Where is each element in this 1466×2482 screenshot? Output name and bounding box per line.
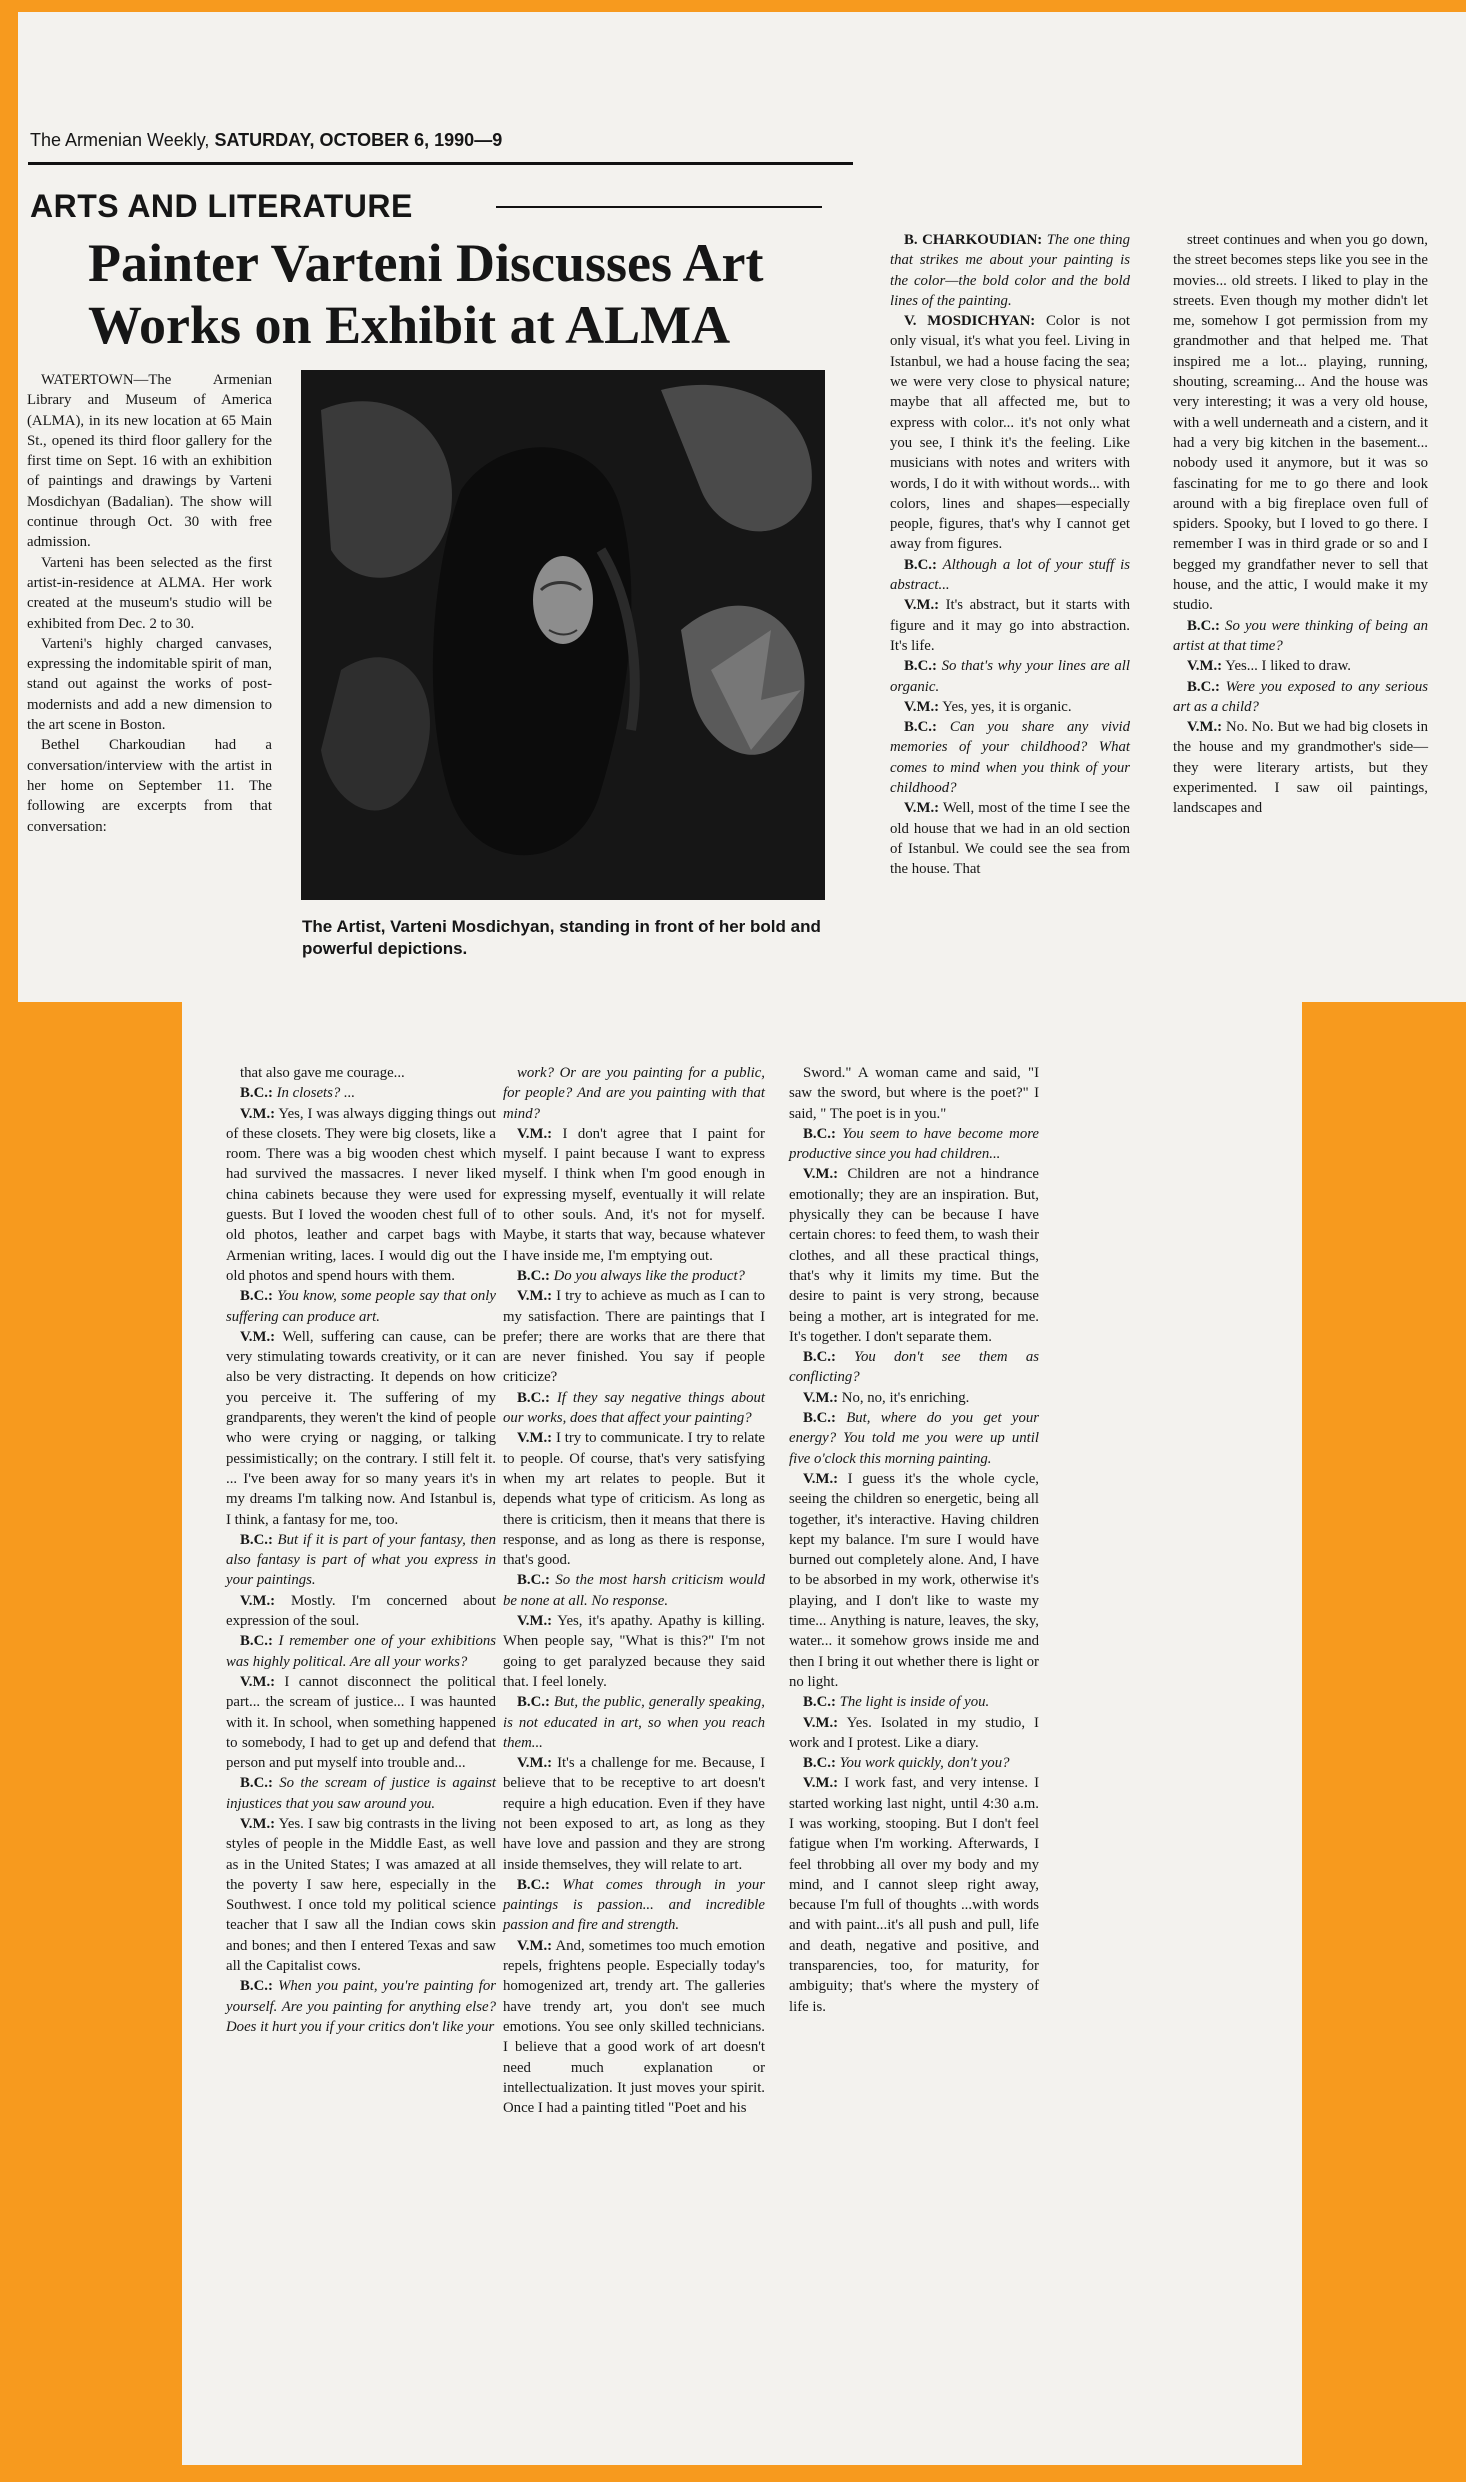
intro-paragraph: Varteni has been selected as the first artist-in-residence at ALMA. Her work created at the museum's studio will be exhibited from Dec. 2 to 30. bbox=[27, 554, 272, 632]
interview-text: street continues and when you go down, the street becomes steps like you see in the movies... old streets. I liked to play in the streets. Even though my mother didn't let me, somehow I got permission from my grandmother and that helped me. That inspired me a lot... playing, running, shouting, screaming... And the house was very interesting; it was a very old house, with a well underneath and a cistern, and it had a very big kitchen in the basement... nobody used it anymore, but it was so fascinating for me to go there and look around with a big fireplace oven full of spiders. Spooky, but I loved to go there. I remember I was in third grade or so and I begged my grandfather never to sell that house, and the attic, I would make it my studio. bbox=[1173, 232, 1428, 614]
interview-text: Yes, it's apathy. Apathy is killing. When people say, "What is this?" I'm not going to get paralyzed because they said that. I feel lonely. bbox=[503, 1613, 765, 1690]
interview-paragraph bbox=[789, 1753, 1039, 1773]
interview-paragraph bbox=[503, 1875, 765, 1936]
speaker-label: V.M.: bbox=[904, 698, 940, 715]
interview-paragraph bbox=[890, 555, 1130, 596]
speaker-label: V.M.: bbox=[240, 1673, 276, 1690]
interview-text: Color is not only visual, it's what you feel. Living in Istanbul, we had a house facing the sea; we were very close to physical nature; maybe that all affected me, but to express with color... it's not only what you see, I think it's the feeling. Like musicians with notes and writers with words, I do it with without words... with colors, lines and shapes—especially people, figures, that's why I cannot get away from figures. bbox=[890, 313, 1130, 553]
interview-text: If they say negative things about our works, does that affect your painting? bbox=[503, 1389, 765, 1427]
masthead-paper: The Armenian Weekly, bbox=[30, 130, 210, 150]
interview-text: But if it is part of your fantasy, then also fantasy is part of what you express in your paintings. bbox=[226, 1531, 496, 1589]
speaker-label: B.C.: bbox=[1187, 617, 1220, 634]
speaker-label: V.M.: bbox=[803, 1714, 839, 1731]
speaker-label: B.C.: bbox=[1187, 678, 1220, 695]
interview-paragraph bbox=[1173, 677, 1428, 718]
interview-text: It's a challenge for me. Because, I believe that to be receptive to art doesn't require a high education. Even if they have not been exposed to art, as long as they have love and passion and they are strong inside themselves, they will relate to art. bbox=[503, 1755, 766, 1873]
interview-paragraph bbox=[890, 798, 1130, 879]
interview-paragraph bbox=[789, 1164, 1039, 1347]
speaker-label: V.M.: bbox=[517, 1755, 553, 1772]
interview-paragraph bbox=[226, 1327, 496, 1530]
interview-paragraph bbox=[226, 1631, 496, 1672]
speaker-label: V.M.: bbox=[240, 1592, 276, 1609]
speaker-label: V.M.: bbox=[803, 1166, 839, 1183]
speaker-label: V.M.: bbox=[1187, 658, 1223, 675]
interview-text: So that's why your lines are all organic. bbox=[890, 658, 1130, 695]
interview-column-6 bbox=[789, 1063, 1039, 2017]
speaker-label: B.C.: bbox=[240, 1775, 273, 1792]
speaker-label: B.C.: bbox=[517, 1876, 550, 1893]
interview-paragraph bbox=[890, 656, 1130, 697]
speaker-label: B.C.: bbox=[240, 1085, 273, 1102]
interview-text: I remember one of your exhibitions was highly political. Are all your works? bbox=[226, 1633, 496, 1670]
interview-paragraph bbox=[226, 1976, 496, 2037]
speaker-label: V.M.: bbox=[1187, 719, 1223, 736]
interview-text: I work fast, and very intense. I started working last night, until 4:30 a.m. I was working, stooping. But I don't feel fatigue when I'm working. Afterwards, I feel throbbing all over my body and my mind, and I cannot sleep right away, because I'm full of thoughts ...with words and with paint...it's all push and pull, life and death, negative and positive, and transparencies, too, for maturity, for ambiguity; that's where the mystery of life is. bbox=[789, 1775, 1039, 2015]
interview-paragraph bbox=[789, 1347, 1039, 1388]
interview-text: So the scream of justice is against injustices that you saw around you. bbox=[226, 1775, 496, 1812]
interview-paragraph bbox=[1173, 616, 1428, 657]
interview-paragraph bbox=[789, 1713, 1039, 1754]
interview-paragraph bbox=[503, 1936, 765, 2119]
interview-paragraph bbox=[890, 311, 1130, 555]
interview-text: It's abstract, but it starts with figure and it may go into abstraction. It's life. bbox=[890, 597, 1130, 654]
masthead bbox=[30, 130, 502, 151]
interview-column-3 bbox=[1173, 230, 1428, 819]
interview-text: No, no, it's enriching. bbox=[841, 1389, 970, 1406]
speaker-label: B.C.: bbox=[904, 556, 937, 573]
interview-column-2 bbox=[890, 230, 1130, 880]
interview-text: Although a lot of your stuff is abstract... bbox=[890, 556, 1130, 594]
speaker-label: V.M.: bbox=[904, 597, 940, 614]
interview-text: In closets? ... bbox=[276, 1085, 356, 1102]
interview-paragraph bbox=[789, 1408, 1039, 1469]
interview-paragraph bbox=[789, 1388, 1039, 1408]
speaker-label: V.M.: bbox=[803, 1389, 839, 1406]
speaker-label: B.C.: bbox=[803, 1125, 836, 1142]
interview-text: You don't see them as conflicting? bbox=[789, 1349, 1039, 1386]
speaker-label: V.M.: bbox=[517, 1125, 553, 1142]
interview-paragraph bbox=[226, 1672, 496, 1773]
interview-text: You work quickly, don't you? bbox=[839, 1755, 1010, 1772]
intro-paragraph: Varteni's highly charged canvases, expressing the indomitable spirit of man, stand out against the works of post-modernists and add a new dimension to the art scene in Boston. bbox=[27, 635, 272, 734]
speaker-label: B.C.: bbox=[904, 719, 937, 736]
speaker-label: V.M.: bbox=[904, 800, 940, 817]
interview-paragraph bbox=[890, 717, 1130, 798]
headline: Painter Varteni Discusses Art Works on Exhibit at ALMA bbox=[88, 233, 764, 355]
interview-text: So you were thinking of being an artist at that time? bbox=[1173, 617, 1428, 654]
interview-text: Yes, yes, it is organic. bbox=[942, 698, 1072, 715]
artist-photo-image bbox=[301, 370, 825, 900]
interview-text: Were you exposed to any serious art as a child? bbox=[1173, 678, 1429, 715]
speaker-label: B.C.: bbox=[517, 1572, 550, 1589]
speaker-label: B.C.: bbox=[803, 1755, 836, 1772]
photo-caption: The Artist, Varteni Mosdichyan, standing in front of her bold and powerful depictions. bbox=[302, 917, 821, 958]
interview-paragraph bbox=[226, 1083, 496, 1103]
interview-text: Do you always like the product? bbox=[553, 1267, 745, 1284]
interview-text: that also gave me courage... bbox=[240, 1065, 405, 1081]
speaker-label: B.C.: bbox=[240, 1288, 273, 1305]
interview-text: I cannot disconnect the political part... the scream of justice... I was haunted with it. In school, when something happened to somebody, I had to get up and defend that person and put myself into trouble and... bbox=[226, 1673, 496, 1772]
interview-text: I don't agree that I paint for myself. I paint because I want to express myself. I think when I'm good enough in expressing myself, eventually it will relate to other souls. And, it's not for myself. Maybe, it starts that way, because whatever I have inside me, I'm emptying out. bbox=[503, 1125, 765, 1264]
interview-paragraph bbox=[226, 1286, 496, 1327]
speaker-label: B.C.: bbox=[517, 1389, 550, 1406]
intro-column bbox=[27, 370, 272, 837]
masthead-rule bbox=[28, 162, 853, 165]
interview-text: No. No. But we had big closets in the house and my grandmother's side—they were literary artists, but they experimented. I saw oil paintings, landscapes and bbox=[1173, 719, 1428, 817]
interview-paragraph bbox=[890, 595, 1130, 656]
interview-text: I try to communicate. I try to relate to people. Of course, that's very satisfying when my art relates to people. But it depends what type of criticism. As long as there is criticism, then it means that there is response, and as long as there is response, that's good. bbox=[503, 1430, 766, 1569]
interview-paragraph bbox=[1173, 656, 1428, 676]
masthead-date: SATURDAY, OCTOBER 6, 1990—9 bbox=[214, 130, 503, 150]
interview-paragraph bbox=[503, 1611, 765, 1692]
speaker-label: V.M.: bbox=[240, 1815, 276, 1832]
intro-paragraph: WATERTOWN—The Armenian Library and Museum of America (ALMA), in its new location at 65 Main St., opened its third floor gallery for the first time on Sept. 16 with an exhibition of paintings and drawings by Varteni Mosdichyan (Badalian). The show will continue through Oct. 30 with free admission. bbox=[27, 372, 272, 551]
section-rule bbox=[496, 206, 822, 208]
interview-paragraph bbox=[789, 1063, 1039, 1124]
interview-text: When you paint, you're painting for yourself. Are you painting for anything else? Does it hurt you if your critics don't like your bbox=[226, 1978, 496, 2035]
interview-text: And, sometimes too much emotion repels, frightens people. Especially today's homogenized art, trendy art. The galleries have trendy art, you don't see much emotions. You see only skilled technicians. I believe that a good work of art doesn't need much explanation or intellectualization. It just moves your spirit. Once I had a painting titled "Poet and his bbox=[503, 1937, 766, 2117]
interview-paragraph bbox=[226, 1773, 496, 1814]
interview-column-5 bbox=[503, 1063, 765, 2118]
interview-paragraph bbox=[226, 1591, 496, 1632]
interview-paragraph bbox=[226, 1104, 496, 1287]
interview-paragraph bbox=[503, 1428, 765, 1570]
interview-text: I try to achieve as much as I can to my satisfaction. There are paintings that I prefer; there are works that are there that are never finished. You say if people criticize? bbox=[503, 1288, 766, 1386]
artist-photo bbox=[301, 370, 825, 900]
speaker-label: B.C.: bbox=[517, 1267, 550, 1284]
speaker-label: V.M.: bbox=[803, 1470, 839, 1487]
interview-text: Yes. I saw big contrasts in the living styles of people in the Middle East, as well as in the United States; I was amazed at all the poverty I saw here, especially in the Southwest. I once told my political science teacher that I saw all the Indian cows skin and bones; and then I entered Texas and saw all the Capitalist cows. bbox=[226, 1815, 497, 1975]
interview-paragraph bbox=[226, 1814, 496, 1976]
interview-paragraph bbox=[503, 1753, 765, 1875]
interview-paragraph bbox=[789, 1773, 1039, 2017]
interview-text: Well, most of the time I see the old house that we had in an old section of Istanbul. We could see the sea from the house. That bbox=[890, 800, 1131, 878]
interview-paragraph bbox=[503, 1286, 765, 1387]
interview-text: Yes. Isolated in my studio, I work and I protest. Like a diary. bbox=[789, 1714, 1039, 1751]
speaker-label: B.C.: bbox=[240, 1633, 273, 1650]
interview-text: What comes through in your paintings is passion... and incredible passion and fire and strength. bbox=[503, 1876, 765, 1934]
section-heading: ARTS AND LITERATURE bbox=[30, 188, 413, 224]
speaker-label: V.M.: bbox=[517, 1288, 553, 1305]
interview-paragraph bbox=[503, 1570, 765, 1611]
interview-paragraph bbox=[503, 1063, 765, 1124]
interview-text: Sword." A woman came and said, "I saw the sword, but where is the poet?" I said, " The poet is in you." bbox=[789, 1065, 1039, 1122]
speaker-label: V.M.: bbox=[240, 1328, 276, 1345]
interview-text: Well, suffering can cause, can be very stimulating towards creativity, or it can also be very distracting. It depends on how you perceive it. The suffering of my grandparents, they weren't the kind of people who were crying or nagging, or talking pessimistically; on the contrary. I still felt it. ... I've been away for so many years it's in my dreams I'm talking now. And Istanbul is, I think, a fantasy for me, too. bbox=[226, 1328, 496, 1528]
speaker-label: B. CHARKOUDIAN: bbox=[904, 232, 1043, 248]
interview-text: Yes... I liked to draw. bbox=[1225, 658, 1352, 675]
speaker-label: V.M.: bbox=[240, 1105, 276, 1122]
interview-text: You know, some people say that only suffering can produce art. bbox=[226, 1288, 496, 1325]
interview-paragraph bbox=[789, 1692, 1039, 1712]
interview-paragraph bbox=[1173, 230, 1428, 616]
speaker-label: V.M.: bbox=[803, 1775, 839, 1792]
interview-paragraph bbox=[503, 1692, 765, 1753]
speaker-label: B.C.: bbox=[517, 1694, 550, 1711]
interview-text: So the most harsh criticism would be none at all. No response. bbox=[503, 1572, 765, 1609]
speaker-label: B.C.: bbox=[240, 1531, 273, 1548]
interview-text: Yes, I was always digging things out of these closets. They were big closets, like a room. There was a big wooden chest which had survived the massacres. I never liked china cabinets because they were used for guests. But I loved the wooden chest full of old photos, leather and carpet bags with Armenian writing, laces. I would dig out the old photos and spend hours with them. bbox=[226, 1105, 496, 1284]
speaker-label: V.M.: bbox=[517, 1613, 553, 1630]
interview-text: The one thing that strikes me about your painting is the color—the bold color and the bold lines of the painting. bbox=[890, 232, 1130, 309]
interview-paragraph bbox=[503, 1266, 765, 1286]
interview-text: You seem to have become more productive since you had children... bbox=[789, 1125, 1039, 1163]
speaker-label: V.M.: bbox=[517, 1937, 553, 1954]
speaker-label: B.C.: bbox=[803, 1410, 836, 1427]
speaker-label: V.M.: bbox=[517, 1430, 553, 1447]
interview-text: Children are not a hindrance emotionally; they are an inspiration. But, physically they can be because I have certain chores: to feed them, to wash their clothes, and all these practical things, that's why it limits my time. But the desire to paint is very strong, because being a mother, art is integrated for me. It's together. I don't separate them. bbox=[789, 1166, 1039, 1345]
intro-paragraph: Bethel Charkoudian had a conversation/interview with the artist in her home on September 11. The following are excerpts from that conversation: bbox=[27, 737, 272, 835]
interview-text: But, the public, generally speaking, is not educated in art, so when you reach them... bbox=[503, 1694, 765, 1751]
speaker-label: B.C.: bbox=[904, 658, 937, 675]
interview-paragraph bbox=[789, 1124, 1039, 1165]
interview-column-4 bbox=[226, 1063, 496, 2037]
interview-paragraph bbox=[226, 1530, 496, 1591]
speaker-label: V. MOSDICHYAN: bbox=[904, 313, 1036, 330]
speaker-label: B.C.: bbox=[240, 1978, 273, 1995]
interview-paragraph bbox=[503, 1388, 765, 1429]
interview-text: work? Or are you painting for a public, for people? And are you painting with that mind? bbox=[503, 1065, 765, 1122]
interview-paragraph bbox=[503, 1124, 765, 1266]
speaker-label: B.C.: bbox=[803, 1694, 836, 1711]
interview-text: I guess it's the whole cycle, seeing the children so energetic, being all together, it's interactive. Having children kept my balance. I'm sure I would have burned out completely alone. And, I have to be absorbed in my work, otherwise it's playing, and I don't like to waste my time... Anything is nature, leaves, the sky, water... it somehow grows inside me and then I bring it out whether there is light or no light. bbox=[789, 1470, 1039, 1690]
speaker-label: B.C.: bbox=[803, 1349, 836, 1366]
interview-text: But, where do you get your energy? You told me you were up until five o'clock this morning painting. bbox=[789, 1410, 1040, 1467]
interview-text: Can you share any vivid memories of your childhood? What comes to mind when you think of your childhood? bbox=[890, 719, 1131, 797]
interview-paragraph bbox=[1173, 717, 1428, 818]
interview-paragraph bbox=[789, 1469, 1039, 1692]
interview-paragraph bbox=[890, 697, 1130, 717]
interview-text: The light is inside of you. bbox=[839, 1694, 990, 1711]
interview-paragraph bbox=[226, 1063, 496, 1083]
interview-text: Mostly. I'm concerned about expression of the soul. bbox=[226, 1592, 496, 1630]
interview-paragraph bbox=[890, 230, 1130, 311]
